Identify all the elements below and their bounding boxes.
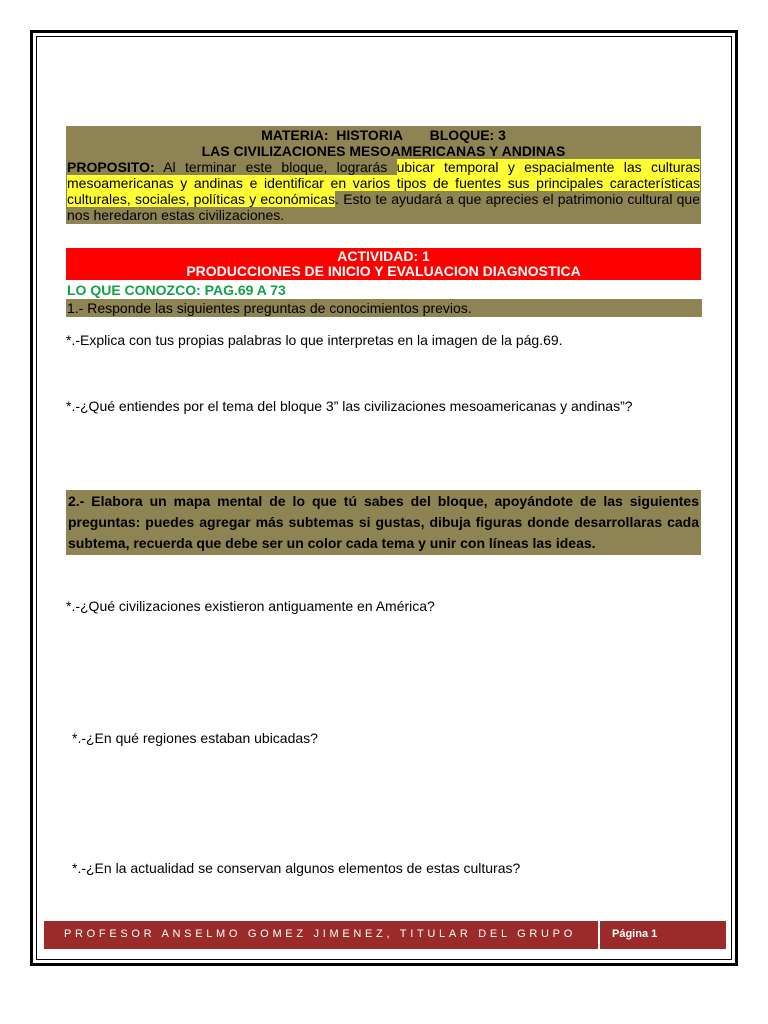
- purpose-intro: Al terminar este bloque, lograrás: [154, 159, 397, 175]
- footer-author: PROFESOR ANSELMO GOMEZ JIMENEZ, TITULAR DEL GRUPO: [64, 928, 576, 940]
- purpose-label: PROPOSITO:: [67, 159, 155, 175]
- subject-line: MATERIA: HISTORIA BLOQUE: 3: [261, 127, 506, 143]
- purpose-end: . Esto te ayudará a que aprecies el patrimonio cultural que nos heredaron estas civilizaciones.: [67, 191, 700, 223]
- purpose-highlight: ubicar temporal y espacialmente las culturas mesoamericanas y andinas e identificar en varios tipos de fuentes sus principales características culturales, sociales, políticas y económicas: [67, 159, 700, 207]
- activity-title: PRODUCCIONES DE INICIO Y EVALUACION DIAGNOSTICA: [186, 263, 581, 279]
- instruction-2: 2.- Elabora un mapa mental de lo que tú sabes del bloque, apoyándote de las siguientes preguntas: puedes agregar más subtemas si gustas, dibuja figuras donde desarrollaras cada subtema, recuerda que debe ser un color cada tema y unir con líneas las ideas.: [66, 490, 701, 555]
- question-item: *.-¿Qué civilizaciones existieron antiguamente en América?: [66, 598, 435, 614]
- page-footer: [44, 921, 726, 949]
- purpose-paragraph: [66, 159, 701, 223]
- question-item: *.-¿Qué entiendes por el tema del bloque 3” las civilizaciones mesoamericanas y andinas”?: [66, 398, 633, 414]
- section-heading: LO QUE CONOZCO: PAG.69 A 73: [67, 282, 286, 298]
- question-item: *.-Explica con tus propias palabras lo que interpretas en la imagen de la pág.69.: [66, 332, 563, 348]
- activity-banner: [66, 248, 701, 280]
- block-title: LAS CIVILIZACIONES MESOAMERICANAS Y ANDINAS: [201, 143, 566, 159]
- activity-number: ACTIVIDAD: 1: [337, 248, 430, 264]
- instruction-1: 1.- Responde las siguientes preguntas de conocimientos previos.: [66, 299, 702, 317]
- footer-page-box: [600, 921, 726, 949]
- question-item: *.-¿En la actualidad se conservan algunos elementos de estas culturas?: [72, 860, 521, 876]
- footer-author-box: [44, 921, 598, 949]
- question-item: *.-¿En qué regiones estaban ubicadas?: [72, 730, 318, 746]
- subject-header-block: [66, 126, 701, 224]
- page-number: Página 1: [612, 928, 658, 940]
